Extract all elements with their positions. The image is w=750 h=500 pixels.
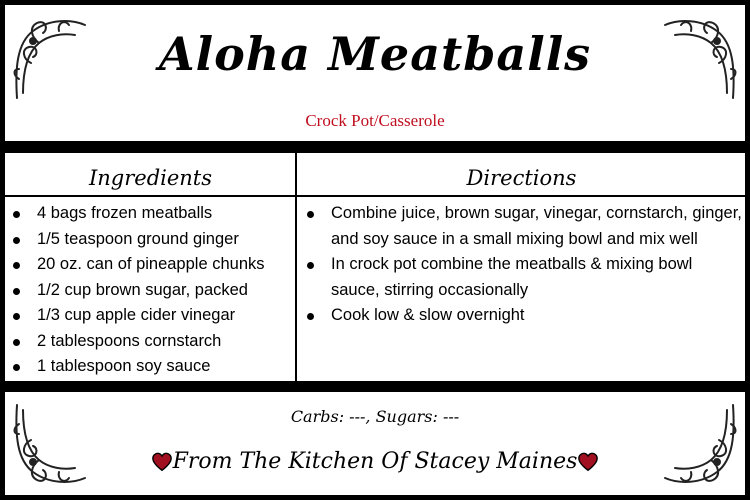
ingredient-item: 1/3 cup apple cider vinegar <box>9 303 291 329</box>
direction-step: In crock pot combine the meatballs & mixing bowl sauce, stirring occasionally <box>303 252 743 303</box>
ingredient-item: 20 oz. can of pineapple chunks <box>9 252 291 278</box>
column-divider <box>295 153 297 381</box>
ingredients-heading: Ingredients <box>88 166 213 190</box>
footer-signature <box>5 449 745 474</box>
direction-step: Cook low & slow overnight <box>303 303 743 329</box>
recipe-title: Aloha Meatballs <box>158 27 592 81</box>
ingredient-item: 1 tablespoon soy sauce <box>9 354 291 380</box>
heading-rule <box>5 195 745 197</box>
directions-heading: Directions <box>466 166 577 190</box>
directions-list <box>303 201 743 329</box>
ingredient-item: 4 bags frozen meatballs <box>9 201 291 227</box>
ingredient-item: 2 tablespoons cornstarch <box>9 329 291 355</box>
heart-icon <box>577 451 599 473</box>
direction-step: Combine juice, brown sugar, vinegar, cornstarch, ginger, and soy sauce in a small mixing bowl and mix well <box>303 201 743 252</box>
nutrition-line: Carbs: ---, Sugars: --- <box>290 407 460 426</box>
footer-text: From The Kitchen Of Stacey Maines <box>172 449 578 474</box>
ingredient-item: 1/2 cup brown sugar, packed <box>9 278 291 304</box>
ingredient-item: 1/5 teaspoon ground ginger <box>9 227 291 253</box>
bottom-divider-band <box>5 381 745 392</box>
heart-icon <box>151 451 173 473</box>
recipe-category: Crock Pot/Casserole <box>305 111 445 130</box>
ingredients-list <box>9 201 291 380</box>
top-divider-band <box>5 141 745 153</box>
